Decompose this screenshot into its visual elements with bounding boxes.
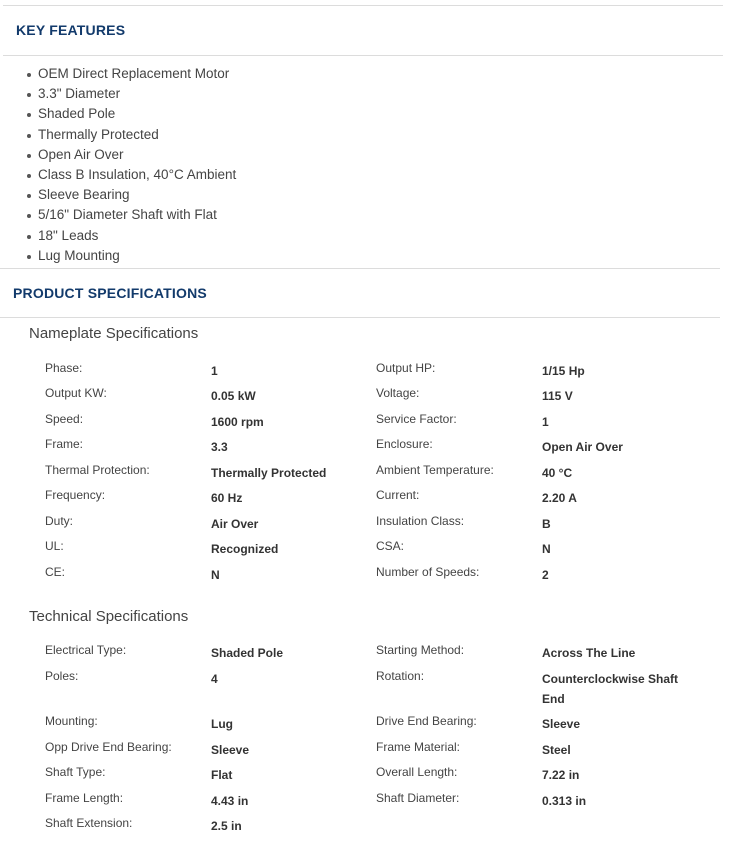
list-item: Sleeve Bearing xyxy=(22,185,236,205)
product-specifications-title: PRODUCT SPECIFICATIONS xyxy=(13,285,207,301)
list-item: 18" Leads xyxy=(22,226,236,246)
list-item: 3.3" Diameter xyxy=(22,84,236,104)
spec-value: 3.3 xyxy=(211,440,228,454)
spec-label: Frame Material: xyxy=(376,740,461,754)
key-features-title: KEY FEATURES xyxy=(16,22,126,38)
spec-value: 0.313 in xyxy=(542,794,587,808)
spec-label: Thermal Protection: xyxy=(45,463,150,477)
spec-value: Shaded Pole xyxy=(211,646,284,660)
spec-label: Output HP: xyxy=(376,361,436,375)
spec-label: Drive End Bearing: xyxy=(376,714,477,728)
spec-value: Open Air Over xyxy=(542,440,623,454)
top-divider xyxy=(3,5,723,6)
spec-value: 1 xyxy=(542,415,549,429)
specs-title-divider xyxy=(0,317,720,318)
spec-label: Poles: xyxy=(45,669,79,683)
features-title-divider xyxy=(3,55,723,56)
spec-label: Frame Length: xyxy=(45,791,124,805)
spec-value: Steel xyxy=(542,743,571,757)
spec-value: Air Over xyxy=(211,517,259,531)
spec-label: Frequency: xyxy=(45,488,106,502)
list-item: Class B Insulation, 40°C Ambient xyxy=(22,165,236,185)
spec-value: 1600 rpm xyxy=(211,415,264,429)
spec-value: 7.22 in xyxy=(542,768,580,782)
spec-value: 60 Hz xyxy=(211,491,243,505)
spec-label: Service Factor: xyxy=(376,412,457,426)
technical-specifications-heading: Technical Specifications xyxy=(29,608,189,625)
list-item: Lug Mounting xyxy=(22,246,236,266)
spec-value: 4.43 in xyxy=(211,794,249,808)
spec-label: Electrical Type: xyxy=(45,643,127,657)
spec-value: Thermally Protected xyxy=(211,466,327,480)
spec-label: CE: xyxy=(45,565,66,579)
spec-label: Speed: xyxy=(45,412,84,426)
spec-value: Sleeve xyxy=(542,717,581,731)
spec-label: Shaft Extension: xyxy=(45,816,133,830)
spec-label: Ambient Temperature: xyxy=(376,463,494,477)
list-item: Shaded Pole xyxy=(22,104,236,124)
spec-value: Recognized xyxy=(211,542,279,556)
spec-value: 115 V xyxy=(542,389,573,403)
spec-value: Across The Line xyxy=(542,646,636,660)
spec-label: Enclosure: xyxy=(376,437,433,451)
spec-value: 2.20 A xyxy=(542,491,577,505)
spec-value: 2.5 in xyxy=(211,819,242,833)
spec-value: Flat xyxy=(211,768,233,782)
spec-label: Duty: xyxy=(45,514,74,528)
spec-value: Sleeve xyxy=(211,743,250,757)
spec-label: Output KW: xyxy=(45,386,107,400)
spec-label: Insulation Class: xyxy=(376,514,465,528)
spec-value: B xyxy=(542,517,551,531)
spec-value: N xyxy=(542,542,551,556)
spec-value: 40 °C xyxy=(542,466,573,480)
list-item: 5/16" Diameter Shaft with Flat xyxy=(22,205,236,225)
spec-label: Voltage: xyxy=(376,386,420,400)
list-item: Thermally Protected xyxy=(22,125,236,145)
spec-value: 4 xyxy=(211,672,218,686)
spec-label: Shaft Diameter: xyxy=(376,791,460,805)
spec-value: 2 xyxy=(542,568,549,582)
spec-label: Overall Length: xyxy=(376,765,458,779)
spec-label: Opp Drive End Bearing: xyxy=(45,740,172,754)
spec-label: Number of Speeds: xyxy=(376,565,480,579)
spec-label: Shaft Type: xyxy=(45,765,106,779)
spec-value: Lug xyxy=(211,717,233,731)
list-item: OEM Direct Replacement Motor xyxy=(22,64,236,84)
spec-value: 0.05 kW xyxy=(211,389,256,403)
spec-label: Rotation: xyxy=(376,669,425,683)
spec-label: Mounting: xyxy=(45,714,98,728)
spec-label: Current: xyxy=(376,488,420,502)
features-bottom-divider xyxy=(0,268,720,269)
key-features-list xyxy=(22,64,236,266)
nameplate-specifications-heading: Nameplate Specifications xyxy=(29,325,199,342)
spec-value: Counterclockwise Shaft End xyxy=(542,672,679,706)
spec-label: Phase: xyxy=(45,361,83,375)
spec-label: CSA: xyxy=(376,539,405,553)
spec-label: Starting Method: xyxy=(376,643,465,657)
spec-value: 1/15 Hp xyxy=(542,364,585,378)
spec-label: Frame: xyxy=(45,437,84,451)
spec-value: N xyxy=(211,568,220,582)
list-item: Open Air Over xyxy=(22,145,236,165)
spec-label: UL: xyxy=(45,539,64,553)
spec-value: 1 xyxy=(211,364,218,378)
